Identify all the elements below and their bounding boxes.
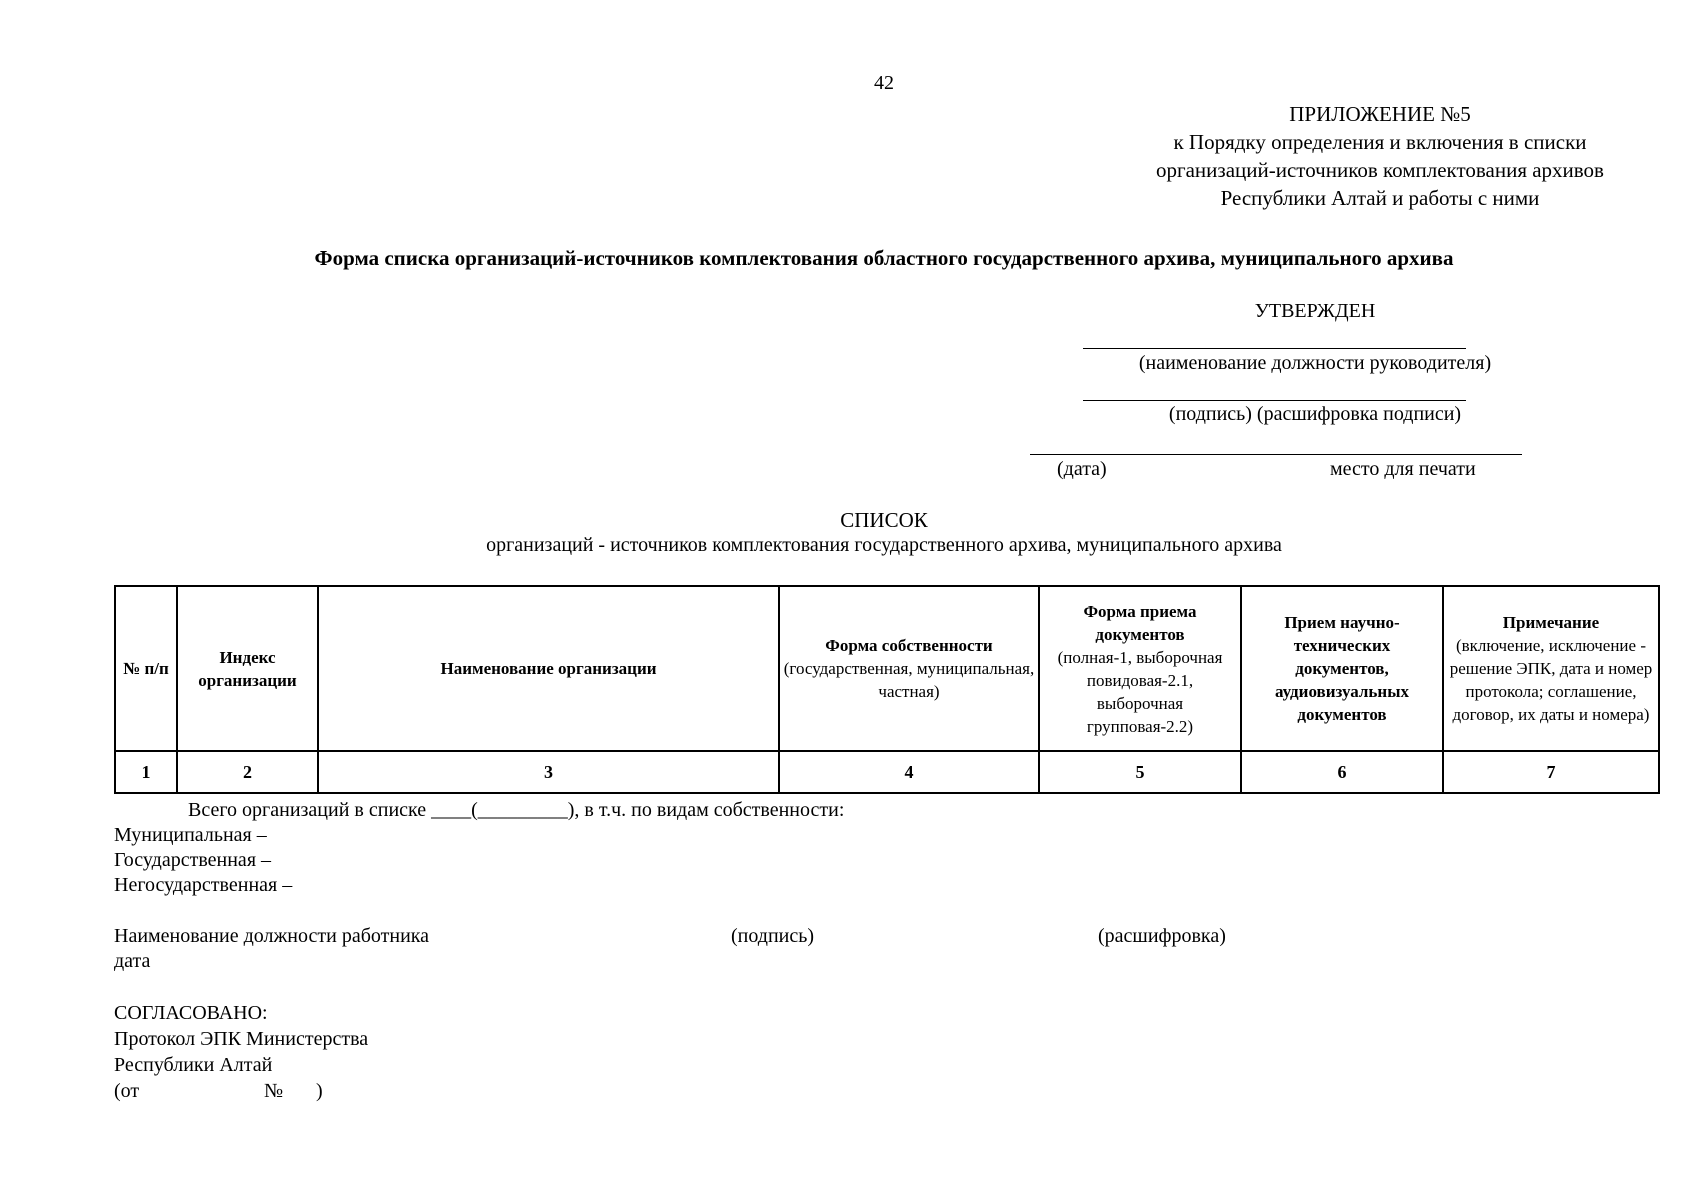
header-acceptance-form: Форма приема документов (полная-1, выборочная повидовая-2.1, выборочная групповая-2.2) <box>1039 586 1241 751</box>
employee-signature-label: (подпись) <box>731 925 815 947</box>
header-note: Примечание (включение, исключение - решение ЭПК, дата и номер протокола; соглашение, договор, их даты и номера) <box>1443 586 1659 751</box>
column-number-cell: 1 <box>115 751 177 793</box>
agreed-protocol-line: Протокол ЭПК Министерства <box>114 1028 369 1050</box>
header-technical-docs: Прием научно-технических документов, аудиовизуальных документов <box>1241 586 1443 751</box>
column-number-cell: 6 <box>1241 751 1443 793</box>
column-number-cell: 4 <box>779 751 1039 793</box>
header-number: № п/п <box>115 586 177 751</box>
table-row <box>115 751 1659 793</box>
form-title: Форма списка организаций-источников комплектования областного государственного архива, муниципального архива <box>314 246 1454 270</box>
appendix-header <box>1040 100 1697 212</box>
approved-label: УТВЕРЖДЕН <box>1254 300 1376 322</box>
appendix-line: Республики Алтай и работы с ними <box>1220 186 1540 210</box>
page-number: 42 <box>874 72 894 94</box>
appendix-line: к Порядку определения и включения в списки <box>1173 130 1587 154</box>
appendix-line: организаций-источников комплектования архивов <box>1156 158 1604 182</box>
position-line <box>1083 348 1466 349</box>
protocol-close: ) <box>316 1080 323 1102</box>
column-number-cell: 7 <box>1443 751 1659 793</box>
employee-date-label: дата <box>114 950 151 972</box>
column-number-cell: 5 <box>1039 751 1241 793</box>
ownership-municipal: Муниципальная – <box>114 824 267 846</box>
date-line <box>1030 454 1522 455</box>
agreed-title: СОГЛАСОВАНО: <box>114 1002 268 1024</box>
total-line: Всего организаций в списке ____(_________), в т.ч. по видам собственности: <box>188 799 845 821</box>
agreed-protocol-date <box>114 1078 368 1104</box>
agreed-republic-line: Республики Алтай <box>114 1054 273 1076</box>
header-ownership: Форма собственности (государственная, муниципальная, частная) <box>779 586 1039 751</box>
list-title: СПИСОК <box>840 508 928 532</box>
date-caption: (дата) <box>1057 458 1107 480</box>
protocol-from: (от <box>114 1080 140 1102</box>
column-number-cell: 3 <box>318 751 779 793</box>
list-subtitle: организаций - источников комплектования государственного архива, муниципального архива <box>486 534 1282 556</box>
employee-position-label: Наименование должности работника <box>114 925 430 947</box>
appendix-title: ПРИЛОЖЕНИЕ №5 <box>1289 102 1471 126</box>
agreed-block <box>114 1000 368 1104</box>
position-caption: (наименование должности руководителя) <box>1138 352 1492 374</box>
signature-caption: (подпись) (расшифровка подписи) <box>1168 403 1462 425</box>
stamp-caption: место для печати <box>1330 458 1476 480</box>
signature-line <box>1083 400 1466 401</box>
header-org-name: Наименование организации <box>318 586 779 751</box>
column-number-cell: 2 <box>177 751 318 793</box>
protocol-number: № <box>264 1080 284 1102</box>
ownership-state: Государственная – <box>114 849 272 871</box>
ownership-nonstate: Негосударственная – <box>114 874 293 896</box>
employee-decoding-label: (расшифровка) <box>1098 925 1226 947</box>
header-index: Индекс организации <box>177 586 318 751</box>
organizations-table <box>114 585 1660 794</box>
table-header-row <box>115 586 1659 751</box>
